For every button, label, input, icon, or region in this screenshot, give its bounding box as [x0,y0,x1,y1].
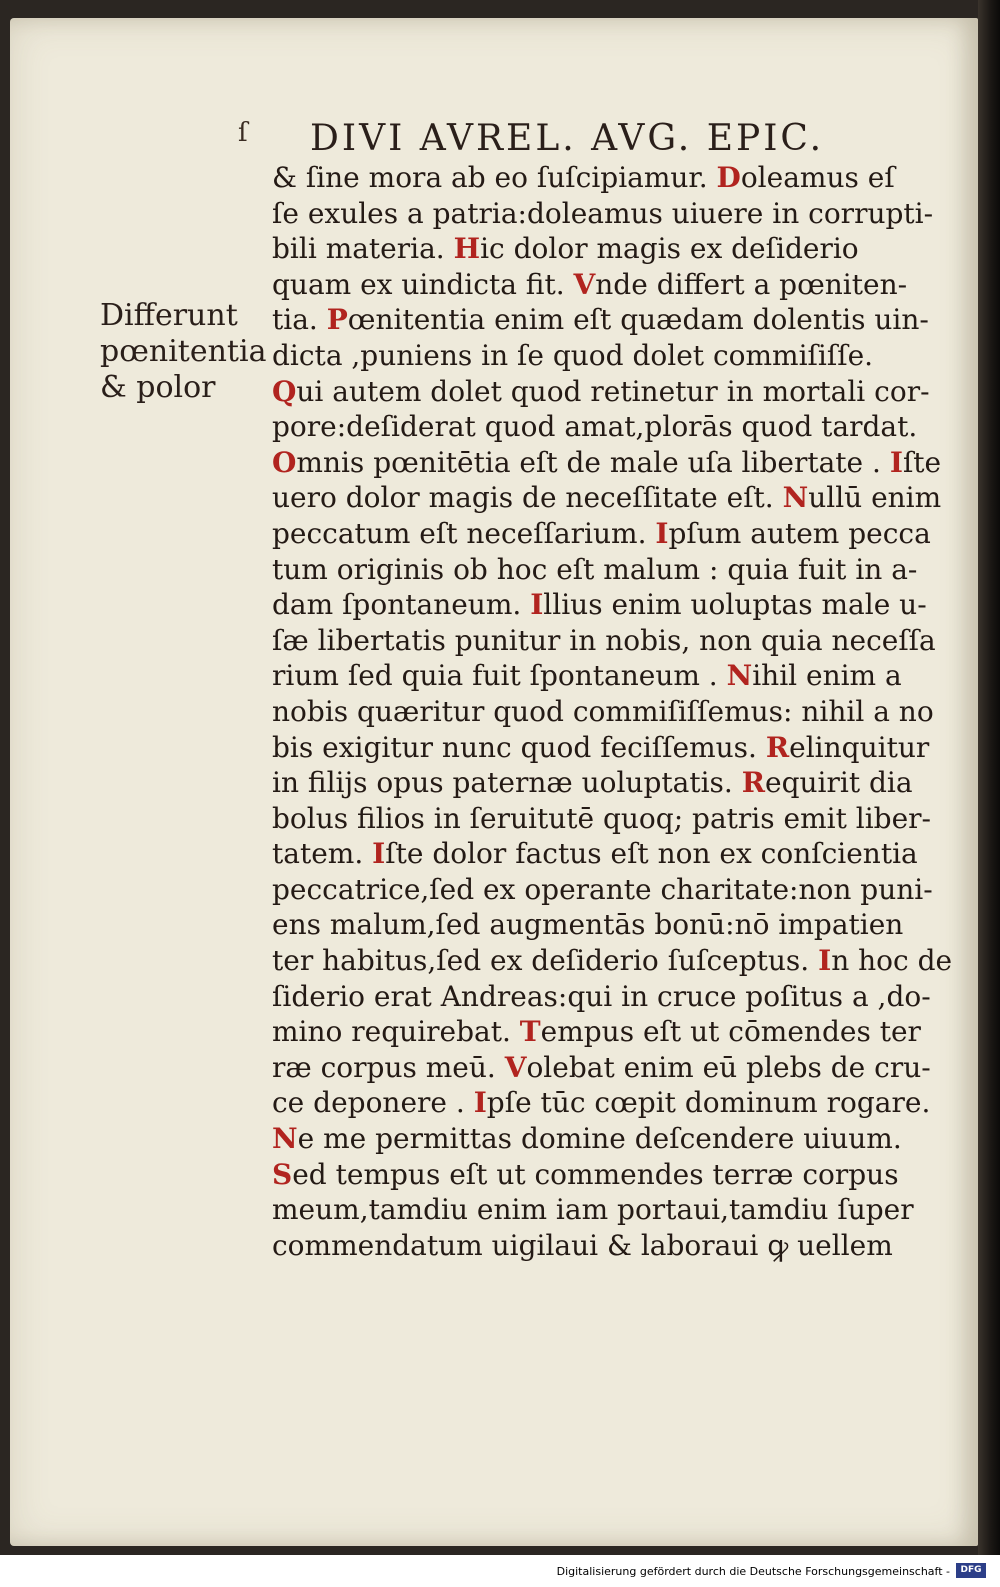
text-line [272,516,932,552]
rubricated-initial: P [326,303,348,337]
rubricated-initial: I [889,445,903,479]
rubricated-initial: I [473,1086,487,1120]
text-line [272,338,932,374]
funding-credit: Digitalisierung gefördert durch die Deutsche Forschungsgemeinschaft - [556,1565,950,1578]
text-line [272,587,932,623]
text-segment: tia. [272,303,327,337]
text-segment: pore:deſiderat quod amat,plorās quod tardat. [272,410,918,444]
text-line [272,730,932,766]
text-segment: ullū enim [808,481,942,515]
text-segment: nobis quæritur quod commiſiſſemus: nihil a no [272,694,934,728]
text-line [272,836,932,872]
rubricated-initial: S [272,1157,293,1191]
rubricated-initial: V [573,267,596,301]
margin-note [100,298,267,406]
text-line [272,979,932,1015]
text-segment: ihil enim a [752,659,902,693]
rubricated-initial: I [372,837,386,871]
text-segment: ic dolor magis ex deſiderio [480,232,859,266]
text-line [272,1014,932,1050]
text-line [272,801,932,837]
text-segment: llius enim uoluptas male u- [543,588,927,622]
rubricated-initial: I [818,944,832,978]
text-line [272,872,932,908]
text-segment: peccatrice,ſed ex operante charitate:non puni- [272,872,933,906]
rubricated-initial: I [530,588,544,622]
text-line [272,552,932,588]
text-segment: bis exigitur nunc quod feciſſemus. [272,730,766,764]
rubricated-initial: R [741,766,765,800]
text-segment: nde differt a pœniten- [595,267,908,301]
rubricated-initial: D [716,161,741,194]
text-line [272,302,932,338]
text-segment: ræ corpus meū. [272,1050,505,1084]
text-segment: ter habitus,ſed ex deſiderio ſuſceptus. [272,944,819,978]
rubricated-initial: N [726,659,753,693]
text-line [272,765,932,801]
text-segment: ſæ libertatis punitur in nobis, non quia neceſſa [272,623,936,657]
rubricated-initial: N [272,1122,298,1156]
text-segment: ce deponere . [272,1086,474,1120]
ornament-mark: ſ [238,118,248,148]
text-segment: peccatum eſt neceſſarium. [272,516,656,550]
text-line [272,1228,932,1264]
rubricated-initial: R [765,730,790,764]
text-segment: pſe tūc cœpit dominum rogare. [486,1086,931,1120]
text-segment: in filijs opus paternæ uoluptatis. [272,766,742,800]
text-line [272,1157,932,1193]
margin-note-line: Differunt [100,298,238,333]
book-spine [978,0,1000,1555]
text-segment: pſum autem pecca [668,516,931,550]
text-segment: olebat enim eū plebs de cru- [526,1050,931,1084]
main-text-block [272,160,953,1263]
text-line [272,658,932,694]
text-line [272,445,942,481]
text-segment: commendatum uigilaui & laboraui ꝙ uellem [272,1228,893,1262]
rubricated-initial: H [453,232,481,266]
text-segment: rium ſed quia fuit ſpontaneum . [272,659,727,693]
text-line [272,907,932,943]
running-head: DIVI AVREL. AVG. EPIC. [310,118,825,159]
text-line [272,1085,932,1121]
rubricated-initial: N [782,481,809,515]
text-line [272,196,932,232]
text-line [272,267,932,303]
text-segment: n hoc de [831,944,953,978]
text-segment: tatem. [272,837,373,871]
text-segment: quam ex uindicta fit. [272,267,574,301]
text-segment: & ſine mora ab eo ſuſcipiamur. [272,161,717,194]
text-segment: ſte [902,445,942,479]
text-line [272,943,953,979]
text-line [272,623,936,659]
text-segment: mino requirebat. [272,1015,520,1049]
text-line [272,160,932,196]
text-line [272,231,932,267]
text-line [272,374,932,410]
text-segment: ed tempus eſt ut commendes terræ corpus [292,1157,899,1191]
text-segment: bili materia. [272,232,454,266]
text-line [272,1121,932,1157]
margin-note-line: & polor [100,370,216,405]
text-segment: uero dolor magis de neceſſitate eſt. [272,481,783,515]
text-segment: e me permittas domine deſcendere uiuum. [297,1122,902,1156]
text-line [272,1050,932,1086]
dfg-logo: DFG [956,1563,986,1578]
text-segment: ſiderio erat Andreas:qui in cruce poſitus a ,do- [272,979,931,1013]
text-segment: ui autem dolet quod retinetur in mortali cor- [296,374,930,408]
text-segment: tum originis ob hoc eſt malum : quia fuit in a- [272,552,918,586]
text-segment: ſte dolor factus eſt non ex conſcientia [385,837,918,871]
text-segment: bolus filios in ſeruitutē quoq; patris emit liber- [272,801,931,835]
text-segment: dam ſpontaneum. [272,588,531,622]
text-segment: elinquitur [789,730,930,764]
text-segment: meum,tamdiu enim iam portaui,tamdiu ſuper [272,1193,914,1227]
text-line [272,480,942,516]
rubricated-initial: O [272,445,297,479]
text-segment: dicta ,puniens in ſe quod dolet commiſiſſe. [272,338,874,372]
text-segment: empus eſt ut cōmendes ter [540,1015,921,1049]
text-segment: ens malum,ſed augmentās bonū:nō impatien [272,908,904,942]
rubricated-initial: I [655,516,669,550]
text-segment: equirit dia [765,766,913,800]
footer [0,1555,1000,1587]
rubricated-initial: T [519,1015,541,1049]
text-segment: œnitentia enim eſt quædam dolentis uin- [347,303,929,337]
text-segment: mnis pœnitētia eſt de male uſa libertate . [296,445,890,479]
text-line [272,409,932,445]
text-line [272,1192,932,1228]
margin-note-line: pœnitentia [100,334,267,369]
text-segment: oleamus eſ [740,161,895,194]
text-segment: ſe exules a patria:doleamus uiuere in corrupti- [272,196,934,230]
text-line [272,694,932,730]
rubricated-initial: V [504,1050,527,1084]
rubricated-initial: Q [272,374,297,408]
